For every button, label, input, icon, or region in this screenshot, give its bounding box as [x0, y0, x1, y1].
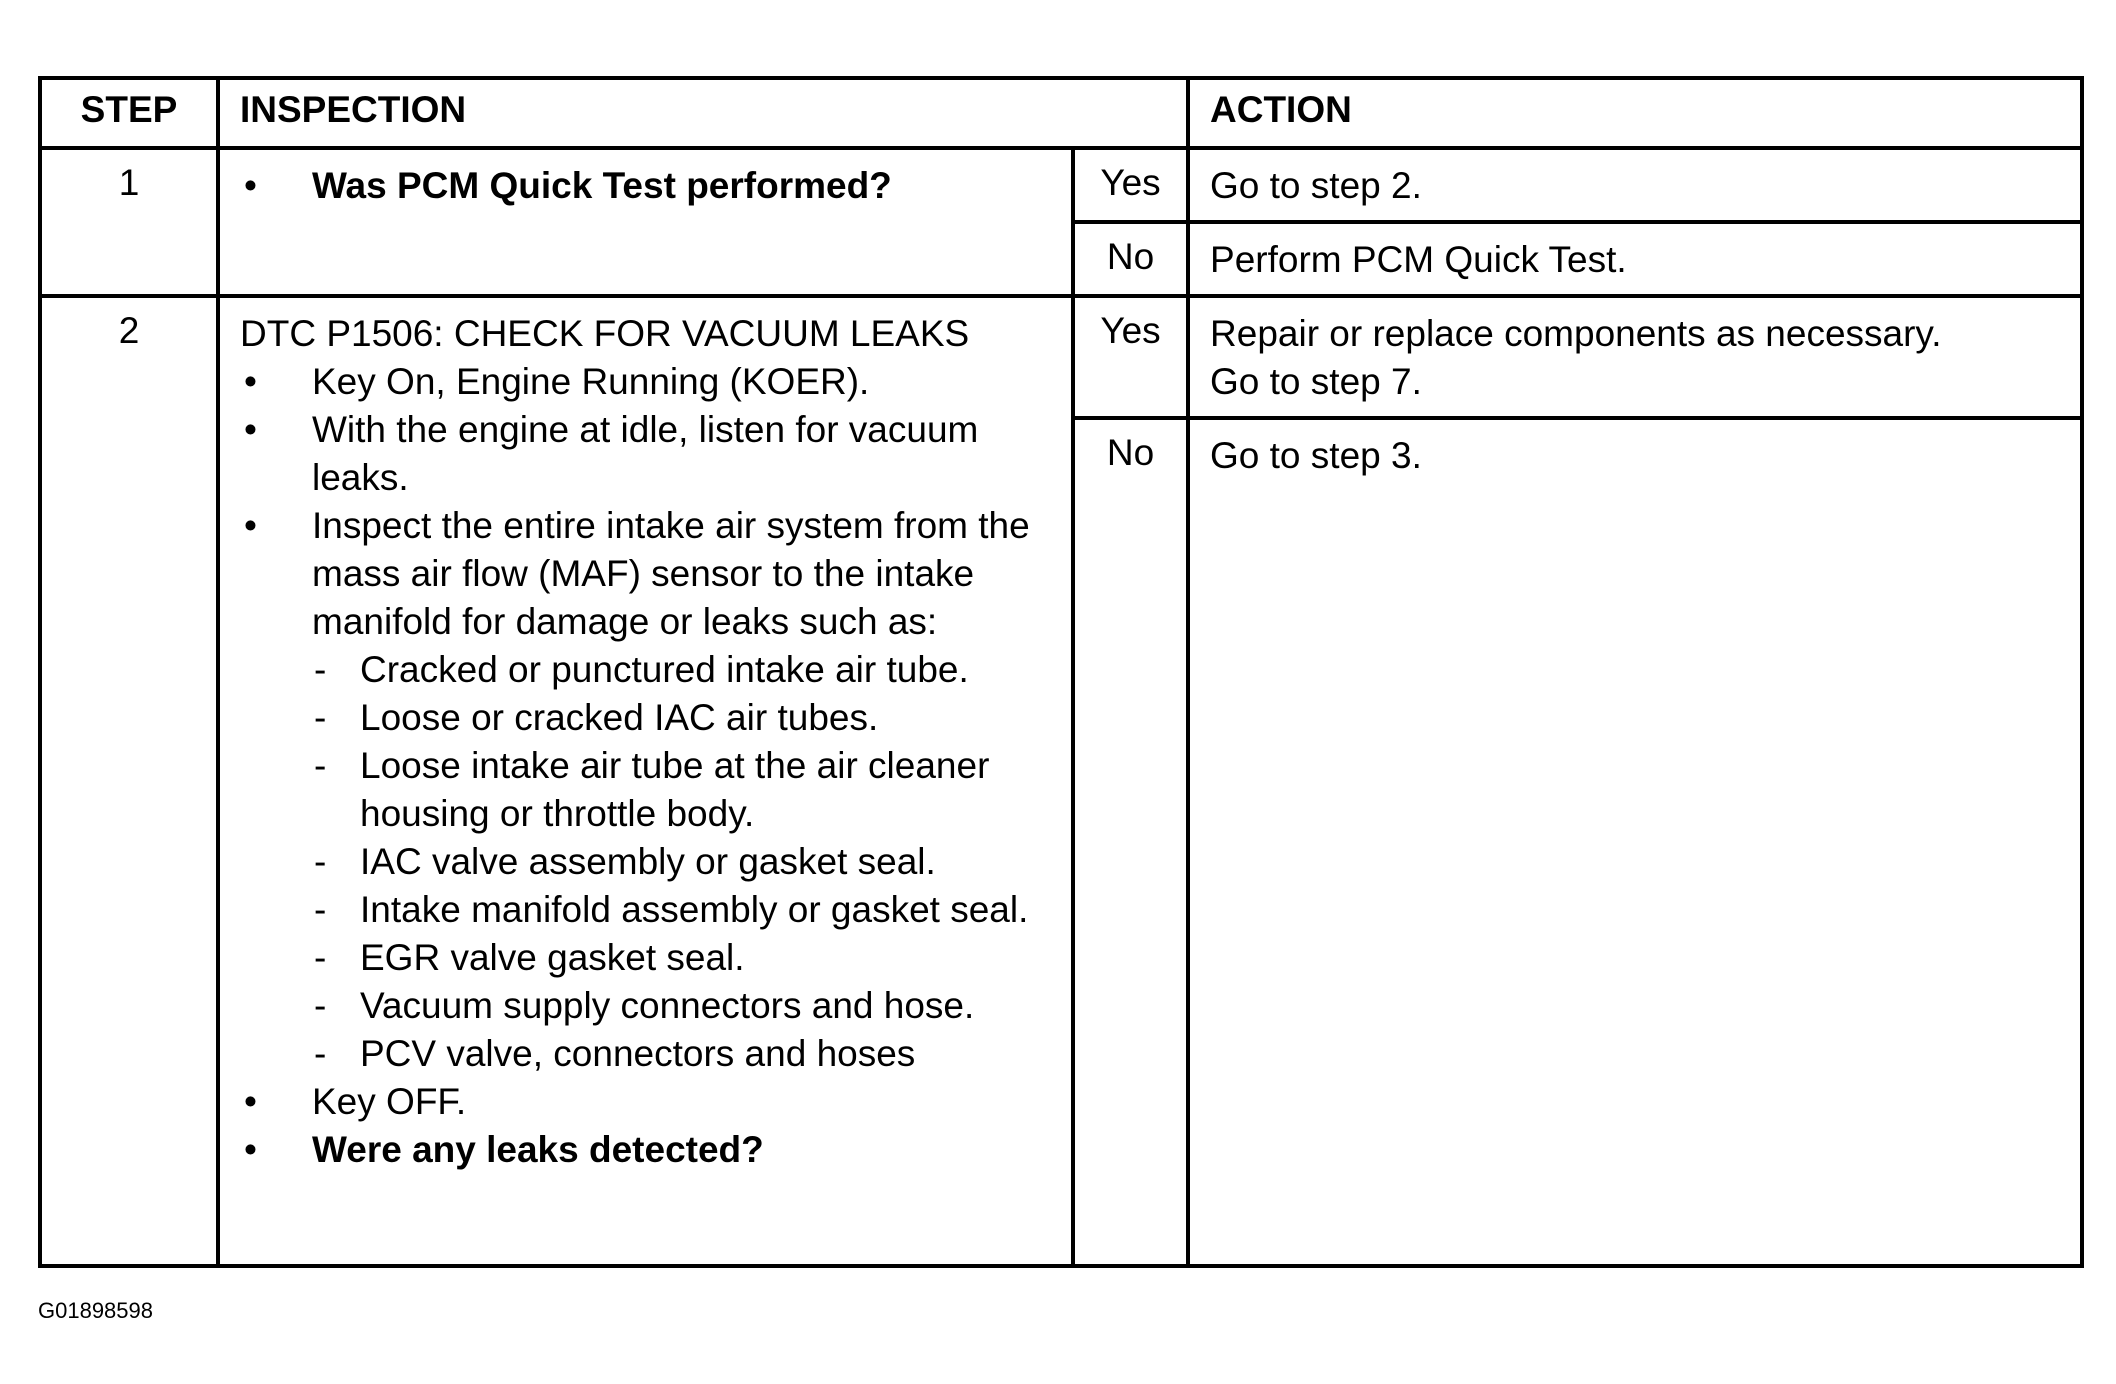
step-2-yes-action-line2: Go to step 7.: [1210, 361, 1422, 402]
step-2-subitem: [240, 694, 1057, 742]
step-2-subitem-text: EGR valve gasket seal.: [360, 937, 745, 978]
bullet-icon: •: [244, 165, 257, 206]
step-2-subitem-text: Loose or cracked IAC air tubes.: [360, 697, 879, 738]
step-1-no-label: No: [1073, 222, 1188, 296]
step-2-item: [240, 502, 1057, 646]
dash-icon: -: [314, 1033, 327, 1074]
step-2-inspection: [218, 296, 1073, 1266]
step-1-question: Was PCM Quick Test performed?: [312, 165, 892, 206]
step-2-subitem: [240, 934, 1057, 982]
step-2-subitem: [240, 838, 1057, 886]
step-2-subitem-text: PCV valve, connectors and hoses: [360, 1033, 916, 1074]
step-2-item: [240, 406, 1057, 502]
bullet-icon: •: [244, 1129, 257, 1170]
step-2-item-text: Inspect the entire intake air system from the mass air flow (MAF) sensor to the intake manifold for damage or leaks such as:: [312, 505, 1030, 642]
step-2-subitem: [240, 1030, 1057, 1078]
step-1-inspection: [218, 148, 1073, 296]
step-2-yes-label: Yes: [1073, 296, 1188, 418]
step-2-no-action: Go to step 3.: [1188, 418, 2082, 1266]
step-2-subitem: [240, 742, 1057, 838]
diagnostic-table: [38, 76, 2084, 1268]
step-2-subitem-text: Vacuum supply connectors and hose.: [360, 985, 975, 1026]
header-row: [40, 78, 2082, 148]
bullet-icon: •: [244, 505, 257, 546]
step-1-number: 1: [40, 148, 218, 296]
bullet-icon: •: [244, 361, 257, 402]
step-1-question-line: [240, 162, 1057, 210]
bullet-icon: •: [244, 1081, 257, 1122]
dash-icon: -: [314, 697, 327, 738]
step-2-subitem: [240, 886, 1057, 934]
dash-icon: -: [314, 745, 327, 786]
step-2-no-label: No: [1073, 418, 1188, 1266]
step-2-question-line: [240, 1126, 1057, 1174]
step-2-key-off: Key OFF.: [312, 1081, 467, 1122]
dash-icon: -: [314, 889, 327, 930]
step-2-key-off-line: [240, 1078, 1057, 1126]
header-action: ACTION: [1188, 78, 2082, 148]
step-1-yes-action: Go to step 2.: [1188, 148, 2082, 222]
step-1-row-yes: [40, 148, 2082, 222]
step-2-yes-action-line1: Repair or replace components as necessary.: [1210, 313, 1942, 354]
step-2-subitem-text: Loose intake air tube at the air cleaner housing or throttle body.: [360, 745, 990, 834]
step-2-subitem-text: Cracked or punctured intake air tube.: [360, 649, 969, 690]
dash-icon: -: [314, 649, 327, 690]
header-step: STEP: [40, 78, 218, 148]
step-2-heading: DTC P1506: CHECK FOR VACUUM LEAKS: [240, 313, 970, 354]
step-2-subitem-text: IAC valve assembly or gasket seal.: [360, 841, 936, 882]
bullet-icon: •: [244, 409, 257, 450]
figure-id: G01898598: [38, 1298, 153, 1323]
step-2-yes-action: [1188, 296, 2082, 418]
step-1-yes-label: Yes: [1073, 148, 1188, 222]
header-inspection: INSPECTION: [218, 78, 1188, 148]
step-2-question: Were any leaks detected?: [312, 1129, 764, 1170]
step-2-subitem: [240, 982, 1057, 1030]
dash-icon: -: [314, 841, 327, 882]
step-2-number: 2: [40, 296, 218, 1266]
step-1-no-action: Perform PCM Quick Test.: [1188, 222, 2082, 296]
dash-icon: -: [314, 937, 327, 978]
step-2-subitem-text: Intake manifold assembly or gasket seal.: [360, 889, 1029, 930]
step-2-item-text: With the engine at idle, listen for vacuum leaks.: [312, 409, 979, 498]
step-2-row-yes: [40, 296, 2082, 418]
step-2-item-text: Key On, Engine Running (KOER).: [312, 361, 870, 402]
step-2-item: [240, 358, 1057, 406]
dash-icon: -: [314, 985, 327, 1026]
step-2-subitem: [240, 646, 1057, 694]
